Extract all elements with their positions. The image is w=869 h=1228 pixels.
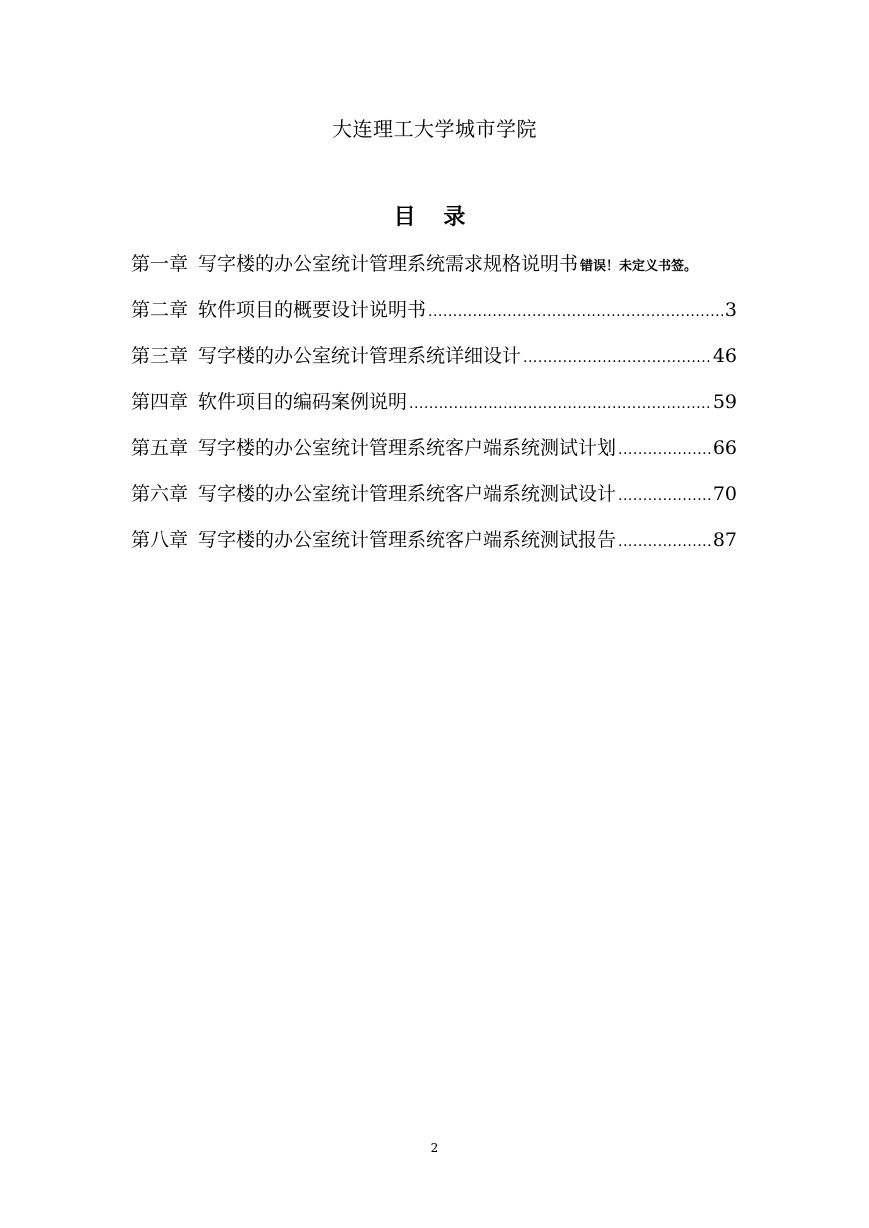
toc-entry-4[interactable]	[131, 388, 737, 434]
toc-entry-title: 软件项目的编码案例说明	[198, 391, 408, 413]
toc-entry-2[interactable]	[131, 296, 737, 342]
toc-dot-leader	[618, 436, 711, 464]
toc-page-number: 3	[724, 299, 737, 321]
toc-page-number: 66	[712, 437, 737, 459]
toc-title: 目 录	[393, 205, 476, 230]
toc-entry-title: 写字楼的办公室统计管理系统客户端系统测试报告	[198, 529, 617, 551]
toc-entry-5[interactable]	[131, 434, 737, 480]
toc-page-number: 87	[712, 529, 737, 551]
toc-entry-title: 写字楼的办公室统计管理系统详细设计	[198, 345, 522, 367]
toc-dot-leader	[618, 528, 711, 556]
toc-chapter-label: 第四章	[131, 391, 189, 413]
toc-page-number: 46	[712, 345, 737, 367]
toc-entry-7[interactable]	[131, 526, 737, 572]
toc-chapter-label: 第一章	[131, 253, 189, 275]
toc-chapter-label: 第二章	[131, 299, 189, 321]
toc-entry-title: 写字楼的办公室统计管理系统客户端系统测试设计	[198, 483, 617, 505]
toc-error-message: 错误！未定义书签。	[580, 259, 698, 274]
toc-chapter-label: 第三章	[131, 345, 189, 367]
page-number: 2	[430, 1141, 439, 1155]
toc-entry-1[interactable]	[131, 250, 737, 296]
table-of-contents	[131, 250, 737, 572]
toc-dot-leader	[409, 390, 711, 418]
toc-dot-leader	[428, 298, 723, 326]
toc-dot-leader	[618, 482, 711, 510]
toc-entry-title: 写字楼的办公室统计管理系统客户端系统测试计划	[198, 437, 617, 459]
toc-entry-title: 写字楼的办公室统计管理系统需求规格说明书	[198, 253, 579, 275]
toc-page-number: 70	[712, 483, 737, 505]
toc-entry-title: 软件项目的概要设计说明书	[198, 299, 427, 321]
institution-name: 大连理工大学城市学院	[332, 117, 537, 141]
toc-chapter-label: 第六章	[131, 483, 189, 505]
toc-chapter-label: 第五章	[131, 437, 189, 459]
toc-chapter-label: 第八章	[131, 529, 189, 551]
toc-dot-leader	[523, 344, 711, 372]
toc-entry-3[interactable]	[131, 342, 737, 388]
toc-entry-6[interactable]	[131, 480, 737, 526]
toc-page-number: 59	[712, 391, 737, 413]
